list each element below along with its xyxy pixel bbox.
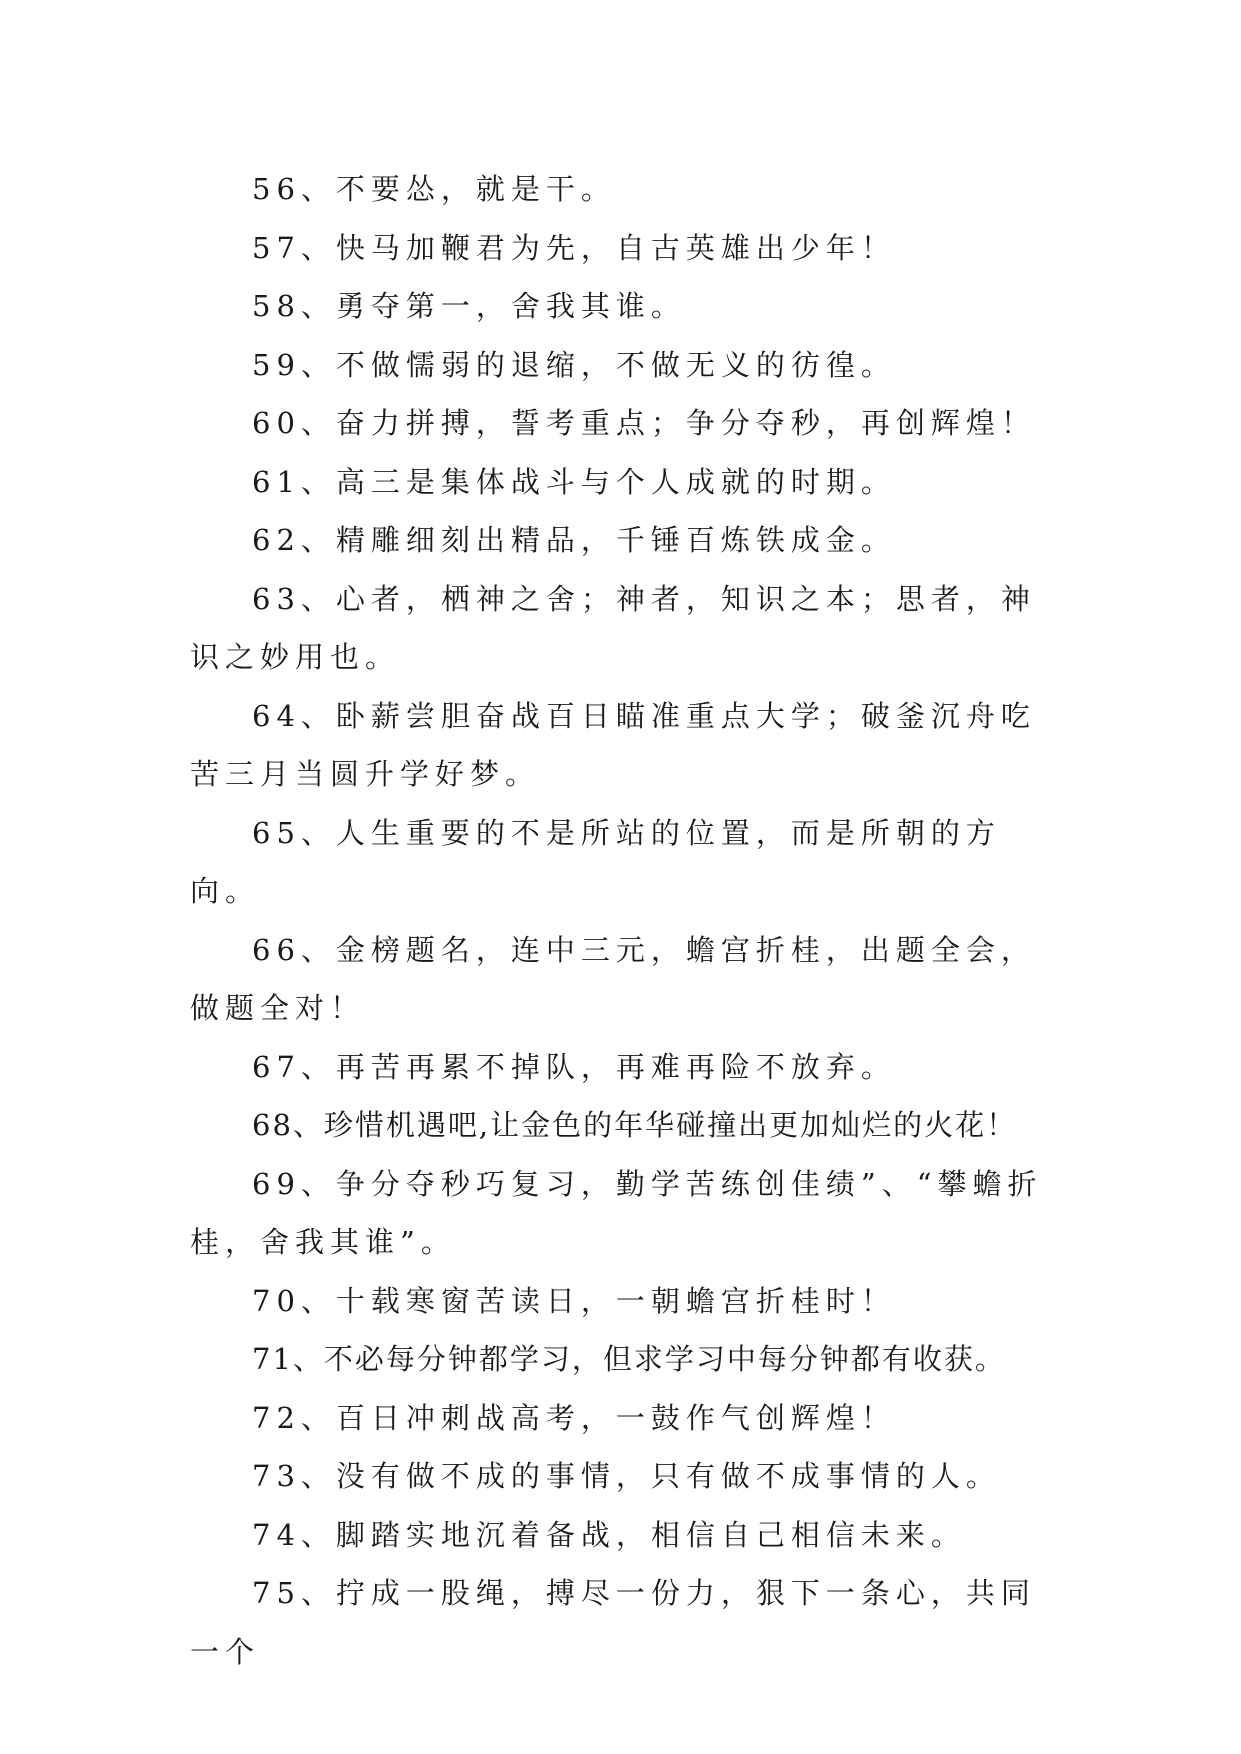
list-item: 66、金榜题名，连中三元，蟾宫折桂，出题全会，做题全对！ [190,932,1036,1025]
list-item: 67、再苦再累不掉队，再难再险不放弃。 [252,1049,896,1084]
list-item: 57、快马加鞭君为先，自古英雄出少年！ [252,230,896,265]
list-item: 59、不做懦弱的退缩，不做无义的彷徨。 [252,347,896,382]
list-item: 75、拧成一股绳，搏尽一份力，狠下一条心，共同一个 [190,1576,1036,1669]
list-item: 60、奋力拼搏，誓考重点；争分夺秒，再创辉煌！ [252,406,1036,440]
list-item: 71、不必每分钟都学习，但求学习中每分钟都有收获。 [252,1342,1006,1376]
list-item: 69、争分夺秒巧复习，勤学苦练创佳绩”、“攀蟾折桂，舍我其谁”。 [190,1166,1043,1259]
list-item: 58、勇夺第一，舍我其谁。 [252,289,686,323]
list-item: 72、百日冲刺战高考，一鼓作气创辉煌！ [252,1400,896,1435]
list-item: 70、十载寒窗苦读日，一朝蟾宫折桂时！ [252,1283,896,1318]
list-item: 74、脚踏实地沉着备战，相信自己相信未来。 [252,1517,966,1552]
list-item: 61、高三是集体战斗与个人成就的时期。 [252,464,896,499]
document-body [190,160,1070,1681]
list-item: 65、人生重要的不是所站的位置，而是所朝的方向。 [190,815,1001,908]
list-item: 62、精雕细刻出精品，千锤百炼铁成金。 [252,523,896,557]
list-item: 56、不要怂，就是干。 [252,172,616,206]
list-item: 63、心者，栖神之舍；神者，知识之本；思者，神识之妙用也。 [190,581,1036,674]
list-item: 64、卧薪尝胆奋战百日瞄准重点大学；破釜沉舟吃苦三月当圆升学好梦。 [190,698,1036,791]
list-item: 68、珍惜机遇吧,让金色的年华碰撞出更加灿烂的火花！ [252,1108,1018,1142]
list-item: 73、没有做不成的事情，只有做不成事情的人。 [252,1459,1001,1493]
